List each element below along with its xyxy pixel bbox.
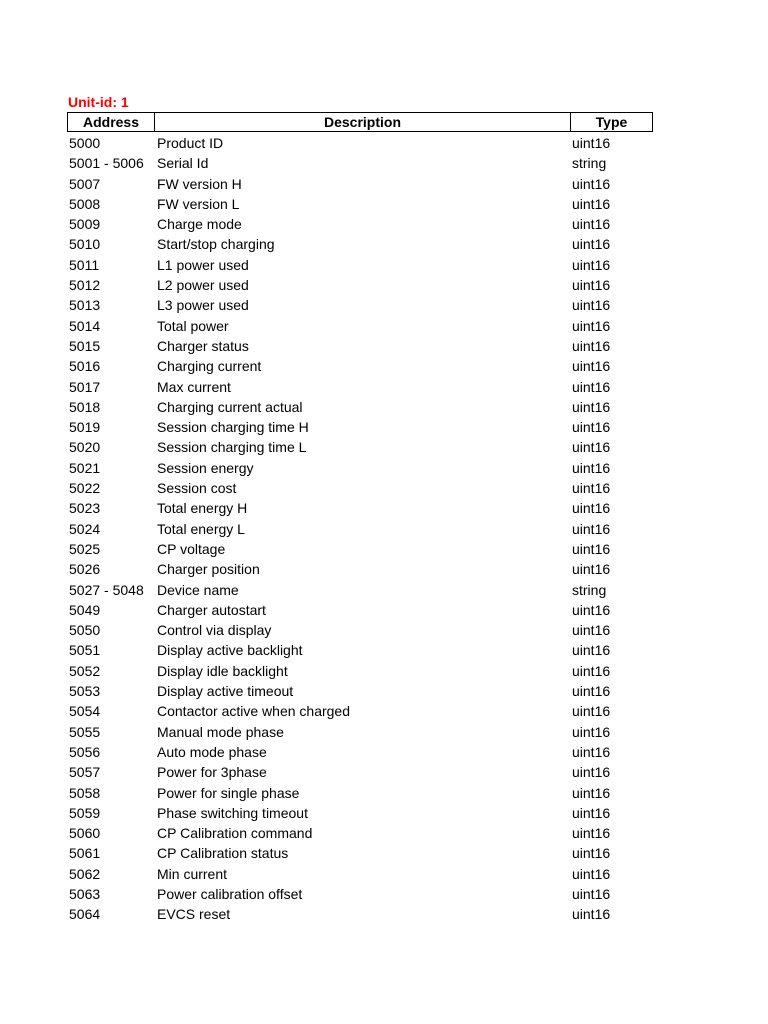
unit-id-title: Unit-id: 1 (68, 94, 129, 110)
header-address: Address (68, 113, 155, 131)
cell-type: uint16 (572, 906, 611, 923)
cell-address: 5059 (69, 804, 101, 821)
cell-type: uint16 (572, 398, 611, 415)
cell-address: 5015 (69, 337, 101, 354)
table-row (0, 275, 768, 295)
cell-description: L2 power used (157, 277, 249, 294)
cell-type: uint16 (572, 662, 611, 679)
table-row (0, 377, 768, 397)
cell-address: 5058 (69, 784, 101, 801)
cell-address: 5011 (69, 256, 100, 273)
cell-description: Total energy L (157, 520, 245, 537)
cell-type: uint16 (572, 683, 611, 700)
table-row (0, 843, 768, 863)
cell-description: CP Calibration command (157, 825, 313, 842)
cell-address: 5012 (69, 277, 101, 294)
header-description: Description (155, 113, 571, 131)
cell-description: Phase switching timeout (157, 804, 308, 821)
cell-description: Max current (157, 378, 231, 395)
table-row (0, 255, 768, 275)
cell-address: 5064 (69, 906, 101, 923)
cell-type: uint16 (572, 175, 611, 192)
cell-address: 5062 (69, 865, 101, 882)
cell-type: uint16 (572, 419, 611, 436)
cell-type: uint16 (572, 885, 611, 902)
cell-description: Session charging time H (157, 419, 309, 436)
table-row (0, 620, 768, 640)
cell-type: uint16 (572, 804, 611, 821)
cell-address: 5007 (69, 175, 101, 192)
table-row (0, 884, 768, 904)
cell-description: L1 power used (157, 256, 249, 273)
cell-address: 5000 (69, 135, 101, 151)
cell-description: Product ID (157, 135, 224, 151)
cell-type: uint16 (572, 195, 611, 212)
cell-address: 5060 (69, 825, 101, 842)
cell-description: CP Calibration status (157, 845, 289, 862)
table-row (0, 458, 768, 478)
table-row (0, 904, 768, 924)
cell-type: uint16 (572, 317, 611, 334)
cell-address: 5056 (69, 743, 101, 760)
cell-type: uint16 (572, 378, 611, 395)
cell-description: Display idle backlight (157, 662, 288, 679)
cell-address: 5024 (69, 520, 101, 537)
cell-type: uint16 (572, 764, 611, 781)
table-row (0, 661, 768, 681)
cell-type: uint16 (572, 845, 611, 862)
table-row (0, 174, 768, 194)
cell-type: uint16 (572, 743, 611, 760)
cell-address: 5008 (69, 195, 101, 212)
table-row (0, 701, 768, 721)
table-row (0, 823, 768, 843)
cell-type: string (572, 581, 607, 598)
cell-type: string (572, 155, 607, 172)
cell-address: 5052 (69, 662, 101, 679)
cell-address: 5014 (69, 317, 101, 334)
cell-description: Session energy (157, 459, 254, 476)
table-row (0, 417, 768, 437)
cell-description: Manual mode phase (157, 723, 284, 740)
table-row (0, 478, 768, 498)
header-type: Type (595, 114, 628, 130)
table-row (0, 437, 768, 457)
cell-description: Auto mode phase (157, 743, 267, 760)
cell-type: uint16 (572, 277, 611, 294)
cell-address: 5061 (69, 845, 101, 862)
cell-address: 5025 (69, 540, 101, 557)
table-row (0, 234, 768, 254)
cell-description: FW version L (157, 195, 240, 212)
cell-type: uint16 (572, 601, 611, 618)
cell-description: Total energy H (157, 500, 248, 517)
cell-address: 5023 (69, 500, 101, 517)
cell-type: uint16 (572, 703, 611, 720)
cell-description: Display active backlight (157, 642, 303, 659)
cell-type: uint16 (572, 480, 611, 497)
cell-description: Charging current (157, 358, 262, 375)
cell-description: Charger autostart (157, 601, 266, 618)
cell-description: Power calibration offset (157, 885, 303, 902)
cell-type: uint16 (572, 256, 611, 273)
table-row (0, 356, 768, 376)
table-row (0, 153, 768, 173)
table-row (0, 316, 768, 336)
table-row (0, 397, 768, 417)
table-row (0, 295, 768, 315)
table-row (0, 762, 768, 782)
cell-address: 5017 (69, 378, 101, 395)
table-row (0, 194, 768, 214)
cell-description: EVCS reset (157, 906, 231, 923)
table-row (0, 214, 768, 234)
cell-address: 5027 - 5048 (69, 581, 144, 598)
cell-address: 5051 (69, 642, 101, 659)
cell-address: 5009 (69, 216, 101, 233)
cell-type: uint16 (572, 784, 611, 801)
cell-description: Charger status (157, 337, 249, 354)
cell-type: uint16 (572, 642, 611, 659)
cell-description: Control via display (157, 622, 272, 639)
cell-type: uint16 (572, 865, 611, 882)
cell-address: 5057 (69, 764, 101, 781)
cell-type: uint16 (572, 236, 611, 253)
table-row (0, 498, 768, 518)
cell-description: Total power (157, 317, 229, 334)
cell-description: Charger position (157, 561, 260, 578)
table-row (0, 681, 768, 701)
table-row (0, 783, 768, 803)
table-row (0, 559, 768, 579)
table-row (0, 539, 768, 559)
cell-type: uint16 (572, 540, 611, 557)
cell-type: uint16 (572, 439, 611, 456)
cell-address: 5010 (69, 236, 101, 253)
table-row (0, 519, 768, 539)
cell-description: Contactor active when charged (157, 703, 350, 720)
cell-address: 5054 (69, 703, 101, 720)
cell-type: uint16 (572, 723, 611, 740)
cell-description: Power for 3phase (157, 764, 267, 781)
cell-description: Start/stop charging (157, 236, 275, 253)
cell-address: 5022 (69, 480, 101, 497)
cell-description: Display active timeout (157, 683, 294, 700)
table-row (0, 336, 768, 356)
table-row (0, 133, 768, 153)
cell-type: uint16 (572, 135, 611, 151)
cell-address: 5016 (69, 358, 101, 375)
cell-address: 5018 (69, 398, 101, 415)
table-row (0, 600, 768, 620)
cell-description: Device name (157, 581, 239, 598)
table-row (0, 722, 768, 742)
cell-address: 5026 (69, 561, 101, 578)
cell-description: Session charging time L (157, 439, 307, 456)
cell-type: uint16 (572, 622, 611, 639)
cell-type: uint16 (572, 358, 611, 375)
table-row (0, 640, 768, 660)
cell-description: Session cost (157, 480, 237, 497)
cell-type: uint16 (572, 297, 611, 314)
cell-address: 5013 (69, 297, 101, 314)
cell-address: 5063 (69, 885, 101, 902)
cell-description: FW version H (157, 175, 242, 192)
cell-address: 5049 (69, 601, 101, 618)
cell-address: 5020 (69, 439, 101, 456)
cell-type: uint16 (572, 216, 611, 233)
cell-address: 5050 (69, 622, 101, 639)
cell-description: Charging current actual (157, 398, 303, 415)
table-row (0, 803, 768, 823)
cell-address: 5021 (69, 459, 101, 476)
cell-type: uint16 (572, 500, 611, 517)
cell-type: uint16 (572, 459, 611, 476)
table-row (0, 580, 768, 600)
cell-description: CP voltage (157, 540, 226, 557)
register-table-body (0, 133, 768, 925)
cell-address: 5001 - 5006 (69, 155, 144, 172)
cell-description: Serial Id (157, 155, 209, 172)
cell-address: 5055 (69, 723, 101, 740)
cell-description: Power for single phase (157, 784, 300, 801)
cell-description: L3 power used (157, 297, 249, 314)
table-header (67, 112, 653, 132)
cell-description: Min current (157, 865, 228, 882)
cell-type: uint16 (572, 337, 611, 354)
cell-address: 5053 (69, 683, 101, 700)
cell-type: uint16 (572, 520, 611, 537)
cell-address: 5019 (69, 419, 101, 436)
table-row (0, 864, 768, 884)
table-row (0, 742, 768, 762)
cell-type: uint16 (572, 561, 611, 578)
cell-description: Charge mode (157, 216, 242, 233)
cell-type: uint16 (572, 825, 611, 842)
